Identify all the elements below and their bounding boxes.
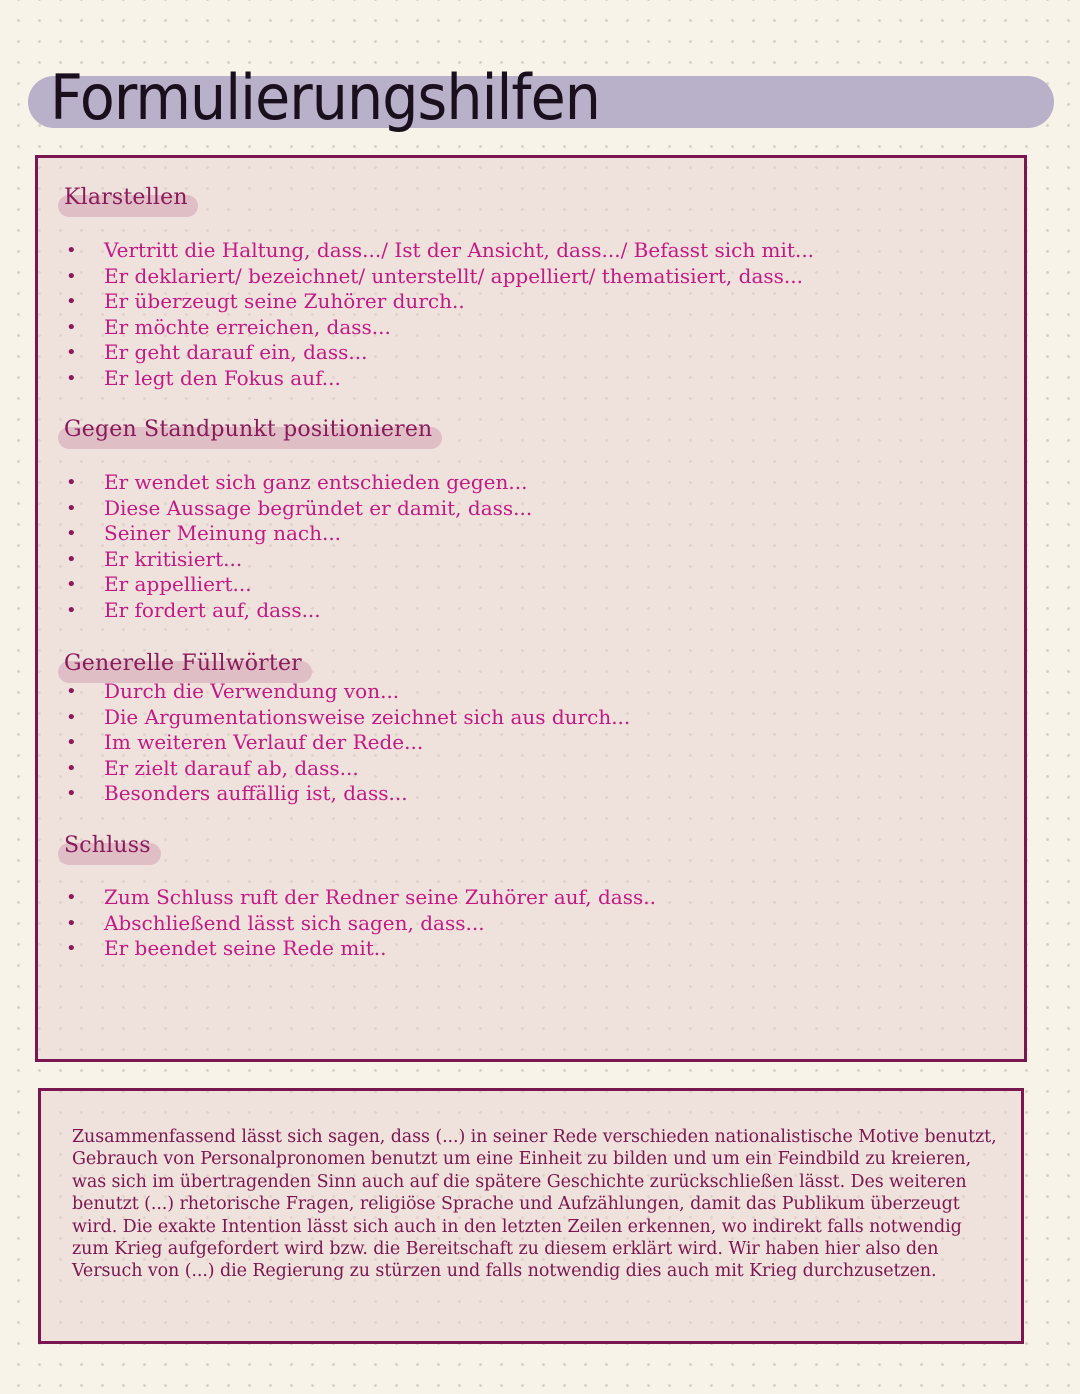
bullet-icon: • bbox=[66, 523, 77, 544]
list-item bbox=[62, 598, 532, 624]
list-item bbox=[62, 547, 532, 573]
list-item-text: Er appelliert... bbox=[104, 572, 252, 596]
bullet-icon: • bbox=[66, 574, 77, 595]
list-item bbox=[62, 679, 630, 705]
list-item-text: Diese Aussage begründet er damit, dass... bbox=[104, 495, 533, 520]
list-item bbox=[62, 756, 630, 782]
list-item-text: Abschließend lässt sich sagen, dass... bbox=[104, 910, 485, 935]
bullet-icon: • bbox=[66, 497, 77, 519]
list-item bbox=[62, 340, 814, 366]
phrase-list bbox=[62, 470, 532, 623]
section-heading bbox=[58, 650, 312, 678]
summary-text: Zusammenfassend lässt sich sagen, dass (...) in seiner Rede verschieden nationalistische Motive benutzt, Gebrauch von Personalpronomen benutzt um eine Einheit zu bilden und um ein Feindbild zu kreieren, was sich im übertragenden Sinn auch auf die spätere Geschichte zurückschließen lässt. Des weiteren benutzt (...) rhetorische Fragen, religiöse Sprache und Aufzählungen, damit das Publikum überzeugt wird. Die exakte Intention lässt sich auch in den letzten Zeilen erkennen, wo indirekt falls notwendig zum Krieg aufgefordert wird bzw. die Bereitschaft zu diesem erklärt wird. Wir haben hier also den Versuch von (...) die Regierung zu stürzen und falls notwendig dies auch mit Krieg durchzusetzen. bbox=[72, 1127, 997, 1282]
section-gegen-standpunkt bbox=[58, 416, 442, 444]
list-item bbox=[62, 730, 630, 756]
phrase-list bbox=[62, 238, 814, 391]
list-item-text: Er überzeugt seine Zuhörer durch.. bbox=[104, 289, 465, 313]
section-schluss bbox=[58, 832, 161, 860]
bullet-icon: • bbox=[66, 291, 77, 312]
list-item-text: Seiner Meinung nach... bbox=[104, 521, 342, 545]
section-heading-text: Gegen Standpunkt positionieren bbox=[64, 417, 433, 442]
list-item-text: Er fordert auf, dass... bbox=[104, 597, 321, 622]
section-heading-text: Generelle Füllwörter bbox=[64, 651, 302, 676]
bullet-icon: • bbox=[66, 342, 77, 363]
bullet-icon: • bbox=[66, 367, 77, 389]
list-item bbox=[62, 572, 532, 598]
list-item bbox=[62, 238, 814, 264]
bullet-icon: • bbox=[66, 887, 77, 908]
list-item bbox=[62, 315, 814, 341]
bullet-icon: • bbox=[66, 706, 77, 728]
phrase-list bbox=[62, 885, 656, 962]
section-heading bbox=[58, 832, 161, 860]
bullet-icon: • bbox=[66, 265, 77, 287]
list-item bbox=[62, 781, 630, 807]
list-item bbox=[62, 911, 656, 937]
list-item bbox=[62, 366, 814, 392]
list-item bbox=[62, 705, 630, 731]
list-item-text: Zum Schluss ruft der Redner seine Zuhörer auf, dass.. bbox=[104, 885, 656, 909]
bullet-icon: • bbox=[66, 548, 77, 570]
list-item bbox=[62, 936, 656, 962]
bullet-icon: • bbox=[66, 783, 77, 804]
section-heading bbox=[58, 184, 198, 212]
list-item-text: Er beendet seine Rede mit.. bbox=[104, 936, 387, 960]
list-item-text: Er geht darauf ein, dass... bbox=[104, 340, 368, 364]
list-item-text: Er deklariert/ bezeichnet/ unterstellt/ appelliert/ thematisiert, dass... bbox=[104, 263, 803, 288]
list-item-text: Er wendet sich ganz entschieden gegen... bbox=[104, 470, 528, 494]
list-item-text: Vertritt die Haltung, dass.../ Ist der Ansicht, dass.../ Befasst sich mit... bbox=[104, 238, 815, 262]
list-item bbox=[62, 521, 532, 547]
section-heading-text: Klarstellen bbox=[64, 185, 188, 210]
list-item bbox=[62, 496, 532, 522]
bullet-icon: • bbox=[66, 732, 77, 753]
section-klarstellen bbox=[58, 184, 198, 212]
list-item-text: Die Argumentationsweise zeichnet sich aus durch... bbox=[104, 704, 631, 729]
list-item-text: Er legt den Fokus auf... bbox=[104, 365, 341, 390]
phrase-list bbox=[62, 679, 630, 807]
list-item-text: Besonders auffällig ist, dass... bbox=[104, 781, 408, 805]
list-item bbox=[62, 289, 814, 315]
list-item-text: Durch die Verwendung von... bbox=[104, 679, 400, 703]
phrases-box bbox=[35, 155, 1027, 1062]
bullet-icon: • bbox=[66, 938, 77, 959]
list-item bbox=[62, 264, 814, 290]
list-item bbox=[62, 470, 532, 496]
list-item bbox=[62, 885, 656, 911]
bullet-icon: • bbox=[66, 472, 77, 493]
list-item-text: Im weiteren Verlauf der Rede... bbox=[104, 730, 424, 754]
section-heading bbox=[58, 416, 442, 444]
section-heading-text: Schluss bbox=[64, 833, 151, 858]
bullet-icon: • bbox=[66, 681, 77, 702]
list-item-text: Er möchte erreichen, dass... bbox=[104, 314, 391, 339]
list-item-text: Er zielt darauf ab, dass... bbox=[104, 755, 359, 780]
bullet-icon: • bbox=[66, 599, 77, 621]
list-item-text: Er kritisiert... bbox=[104, 546, 243, 571]
bullet-icon: • bbox=[66, 912, 77, 934]
bullet-icon: • bbox=[66, 316, 77, 338]
page-title: Formulierungshilfen bbox=[50, 61, 601, 134]
section-fuellwoerter bbox=[58, 650, 312, 678]
bullet-icon: • bbox=[66, 240, 77, 261]
bullet-icon: • bbox=[66, 757, 77, 779]
summary-box bbox=[38, 1088, 1024, 1344]
